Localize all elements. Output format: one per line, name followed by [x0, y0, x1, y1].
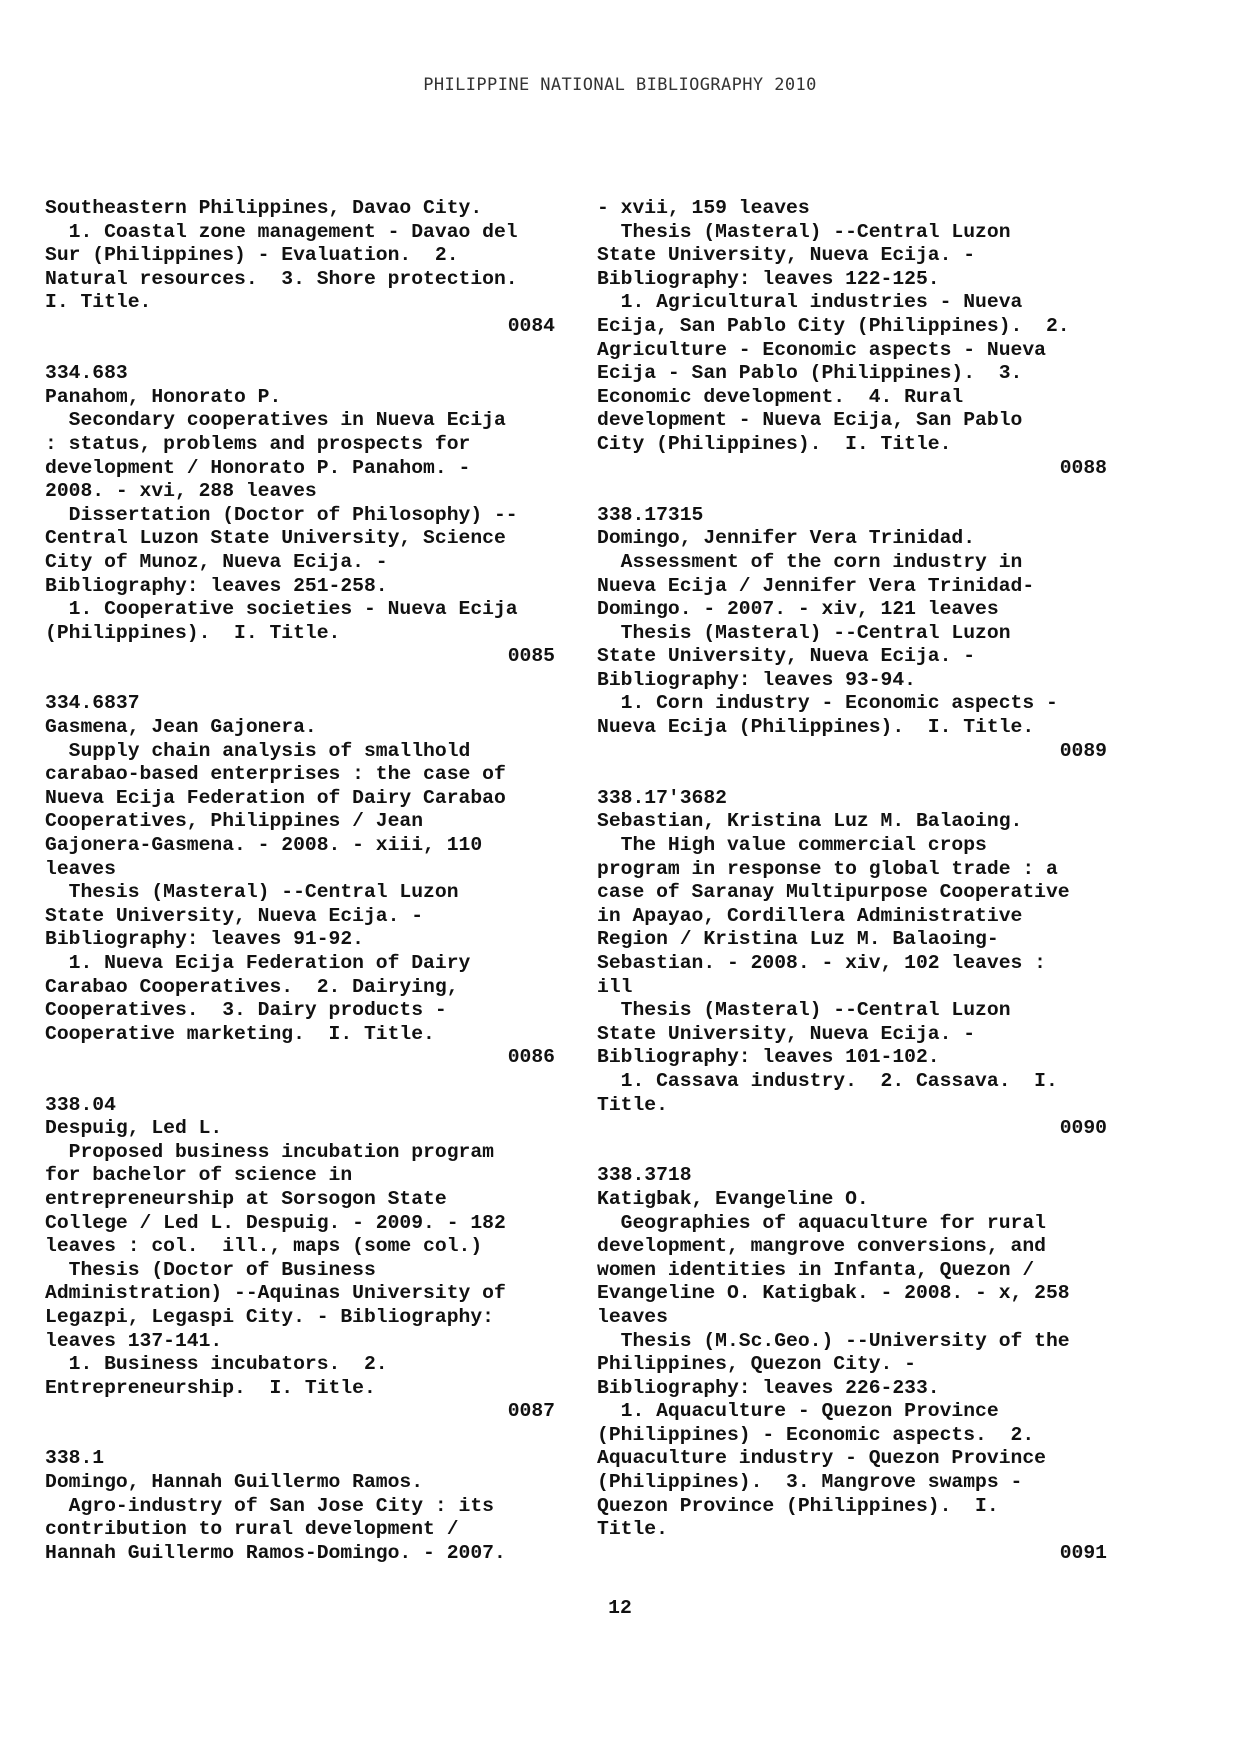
entry-number: 0084: [507, 314, 555, 337]
entry-gap: [45, 1424, 555, 1448]
text-line: Ecija - San Pablo (Philippines). 3.: [597, 362, 1023, 385]
entry-gap: [597, 1141, 1107, 1165]
text-line: The High value commercial crops: [597, 834, 987, 857]
text-line: development / Honorato P. Panahom. -: [45, 456, 471, 479]
text-line: Bibliography: leaves 91-92.: [45, 928, 364, 951]
text-line: I. Title.: [45, 291, 152, 314]
text-line: Agriculture - Economic aspects - Nueva: [597, 338, 1046, 361]
text-line: contribution to rural development /: [45, 1518, 459, 1541]
text-line: State University, Nueva Ecija. -: [597, 244, 976, 267]
text-line: Thesis (Masteral) --Central Luzon: [45, 881, 459, 904]
text-line: Central Luzon State University, Science: [45, 527, 506, 550]
text-line: Cooperatives, Philippines / Jean: [45, 810, 424, 833]
entry-number: 0089: [1059, 739, 1107, 762]
text-line: 1. Aquaculture - Quezon Province: [597, 1400, 999, 1423]
entry-number: 0087: [507, 1400, 555, 1423]
text-line: Philippines, Quezon City. -: [597, 1353, 916, 1376]
text-line: Hannah Guillermo Ramos-Domingo. - 2007.: [45, 1541, 506, 1564]
text-line: leaves : col. ill., maps (some col.): [45, 1235, 483, 1258]
text-line: for bachelor of science in: [45, 1164, 353, 1187]
left-column: [45, 197, 555, 1565]
text-line: Nueva Ecija (Philippines). I. Title.: [597, 716, 1035, 739]
text-line: Thesis (Masteral) --Central Luzon: [597, 621, 1011, 644]
text-line: in Apayao, Cordillera Administrative: [597, 904, 1023, 927]
text-line: 334.683: [45, 362, 128, 385]
text-line: Evangeline O. Katigbak. - 2008. - x, 258: [597, 1282, 1070, 1305]
text-line: Assessment of the corn industry in: [597, 550, 1023, 573]
text-line: Domingo, Hannah Guillermo Ramos.: [45, 1471, 424, 1494]
entry-gap: [45, 1070, 555, 1094]
text-line: 338.1: [45, 1447, 105, 1470]
text-line: Title.: [597, 1518, 668, 1541]
page-number: 12: [608, 1597, 632, 1619]
text-line: Thesis (Masteral) --Central Luzon: [597, 999, 1011, 1022]
text-line: 2008. - xvi, 288 leaves: [45, 480, 317, 503]
entry-number: 0085: [507, 645, 555, 668]
text-line: - xvii, 159 leaves: [597, 197, 810, 219]
text-line: Region / Kristina Luz M. Balaoing-: [597, 928, 999, 951]
text-line: Aquaculture industry - Quezon Province: [597, 1447, 1046, 1470]
text-line: : status, problems and prospects for: [45, 432, 471, 455]
text-line: Legazpi, Legaspi City. - Bibliography:: [45, 1305, 494, 1328]
text-line: 338.3718: [597, 1164, 692, 1187]
text-line: Domingo. - 2007. - xiv, 121 leaves: [597, 598, 999, 621]
text-line: Economic development. 4. Rural: [597, 385, 964, 408]
text-line: Despuig, Led L.: [45, 1117, 223, 1140]
text-line: leaves: [597, 1305, 668, 1328]
text-line: Proposed business incubation program: [45, 1140, 494, 1163]
entry-gap: [597, 480, 1107, 504]
text-line: Administration) --Aquinas University of: [45, 1282, 506, 1305]
entry-gap: [45, 339, 555, 363]
text-line: State University, Nueva Ecija. -: [597, 1022, 976, 1045]
text-line: Quezon Province (Philippines). I.: [597, 1494, 999, 1517]
text-line: Gajonera-Gasmena. - 2008. - xiii, 110: [45, 834, 483, 857]
text-line: City (Philippines). I. Title.: [597, 432, 952, 455]
text-line: College / Led L. Despuig. - 2009. - 182: [45, 1211, 506, 1234]
text-line: Natural resources. 3. Shore protection.: [45, 267, 518, 290]
text-line: Agro-industry of San Jose City : its: [45, 1494, 494, 1517]
text-line: Thesis (Doctor of Business: [45, 1258, 376, 1281]
text-line: Title.: [597, 1093, 668, 1116]
text-line: Sur (Philippines) - Evaluation. 2.: [45, 244, 459, 267]
text-line: 334.6837: [45, 692, 140, 715]
text-line: 338.17315: [597, 503, 704, 526]
text-line: (Philippines). 3. Mangrove swamps -: [597, 1471, 1023, 1494]
entry-number: 0086: [507, 1046, 555, 1069]
entry-number: 0088: [1059, 456, 1107, 479]
text-line: case of Saranay Multipurpose Cooperative: [597, 881, 1070, 904]
text-line: leaves 137-141.: [45, 1329, 223, 1352]
entry-gap: [597, 763, 1107, 787]
text-line: Cooperatives. 3. Dairy products -: [45, 999, 447, 1022]
text-line: Carabao Cooperatives. 2. Dairying,: [45, 975, 459, 998]
text-line: entrepreneurship at Sorsogon State: [45, 1187, 447, 1210]
right-column: [597, 197, 1107, 1565]
text-line: Bibliography: leaves 101-102.: [597, 1046, 940, 1069]
text-line: Bibliography: leaves 93-94.: [597, 668, 916, 691]
text-line: Sebastian. - 2008. - xiv, 102 leaves :: [597, 952, 1046, 974]
entry-number: 0090: [1059, 1117, 1107, 1140]
text-line: Bibliography: leaves 251-258.: [45, 574, 388, 597]
text-line: Domingo, Jennifer Vera Trinidad.: [597, 527, 976, 550]
text-line: 1. Cassava industry. 2. Cassava. I.: [597, 1069, 1058, 1092]
text-line: Dissertation (Doctor of Philosophy) --: [45, 503, 518, 526]
text-line: 1. Cooperative societies - Nueva Ecija: [45, 598, 518, 621]
text-line: Geographies of aquaculture for rural: [597, 1211, 1046, 1234]
text-line: ill: [597, 975, 633, 998]
text-line: Bibliography: leaves 122-125.: [597, 267, 940, 290]
text-line: (Philippines). I. Title.: [45, 621, 341, 644]
text-line: 1. Nueva Ecija Federation of Dairy: [45, 952, 471, 974]
text-line: Cooperative marketing. I. Title.: [45, 1022, 435, 1045]
running-header: PHILIPPINE NATIONAL BIBLIOGRAPHY 2010: [423, 75, 817, 95]
text-line: 1. Agricultural industries - Nueva: [597, 291, 1023, 314]
text-line: development - Nueva Ecija, San Pablo: [597, 409, 1023, 432]
text-line: Entrepreneurship. I. Title.: [45, 1376, 376, 1399]
text-line: 1. Business incubators. 2.: [45, 1353, 388, 1376]
text-line: Ecija, San Pablo City (Philippines). 2.: [597, 314, 1070, 337]
text-line: Nueva Ecija Federation of Dairy Carabao: [45, 786, 506, 809]
text-line: carabao-based enterprises : the case of: [45, 763, 506, 786]
entry-gap: [45, 669, 555, 693]
text-line: Gasmena, Jean Gajonera.: [45, 716, 317, 739]
text-line: Nueva Ecija / Jennifer Vera Trinidad-: [597, 574, 1035, 597]
text-line: State University, Nueva Ecija. -: [597, 645, 976, 668]
text-line: State University, Nueva Ecija. -: [45, 904, 424, 927]
text-line: 1. Coastal zone management - Davao del: [45, 220, 518, 243]
text-line: leaves: [45, 857, 116, 880]
text-line: Secondary cooperatives in Nueva Ecija: [45, 409, 506, 432]
text-line: Thesis (M.Sc.Geo.) --University of the: [597, 1329, 1070, 1352]
text-line: Supply chain analysis of smallhold: [45, 739, 471, 762]
text-line: Southeastern Philippines, Davao City.: [45, 197, 483, 219]
text-line: program in response to global trade : a: [597, 857, 1058, 880]
text-line: Thesis (Masteral) --Central Luzon: [597, 220, 1011, 243]
text-line: Sebastian, Kristina Luz M. Balaoing.: [597, 810, 1023, 833]
text-line: 338.04: [45, 1093, 116, 1116]
text-line: Bibliography: leaves 226-233.: [597, 1376, 940, 1399]
text-line: 1. Corn industry - Economic aspects -: [597, 692, 1058, 715]
text-line: (Philippines) - Economic aspects. 2.: [597, 1423, 1035, 1446]
text-line: City of Munoz, Nueva Ecija. -: [45, 550, 388, 573]
text-line: 338.17'3682: [597, 786, 727, 809]
entry-number: 0091: [1059, 1541, 1107, 1564]
text-line: Panahom, Honorato P.: [45, 385, 282, 408]
text-line: women identities in Infanta, Quezon /: [597, 1258, 1035, 1281]
text-line: development, mangrove conversions, and: [597, 1235, 1046, 1258]
text-line: Katigbak, Evangeline O.: [597, 1187, 869, 1210]
